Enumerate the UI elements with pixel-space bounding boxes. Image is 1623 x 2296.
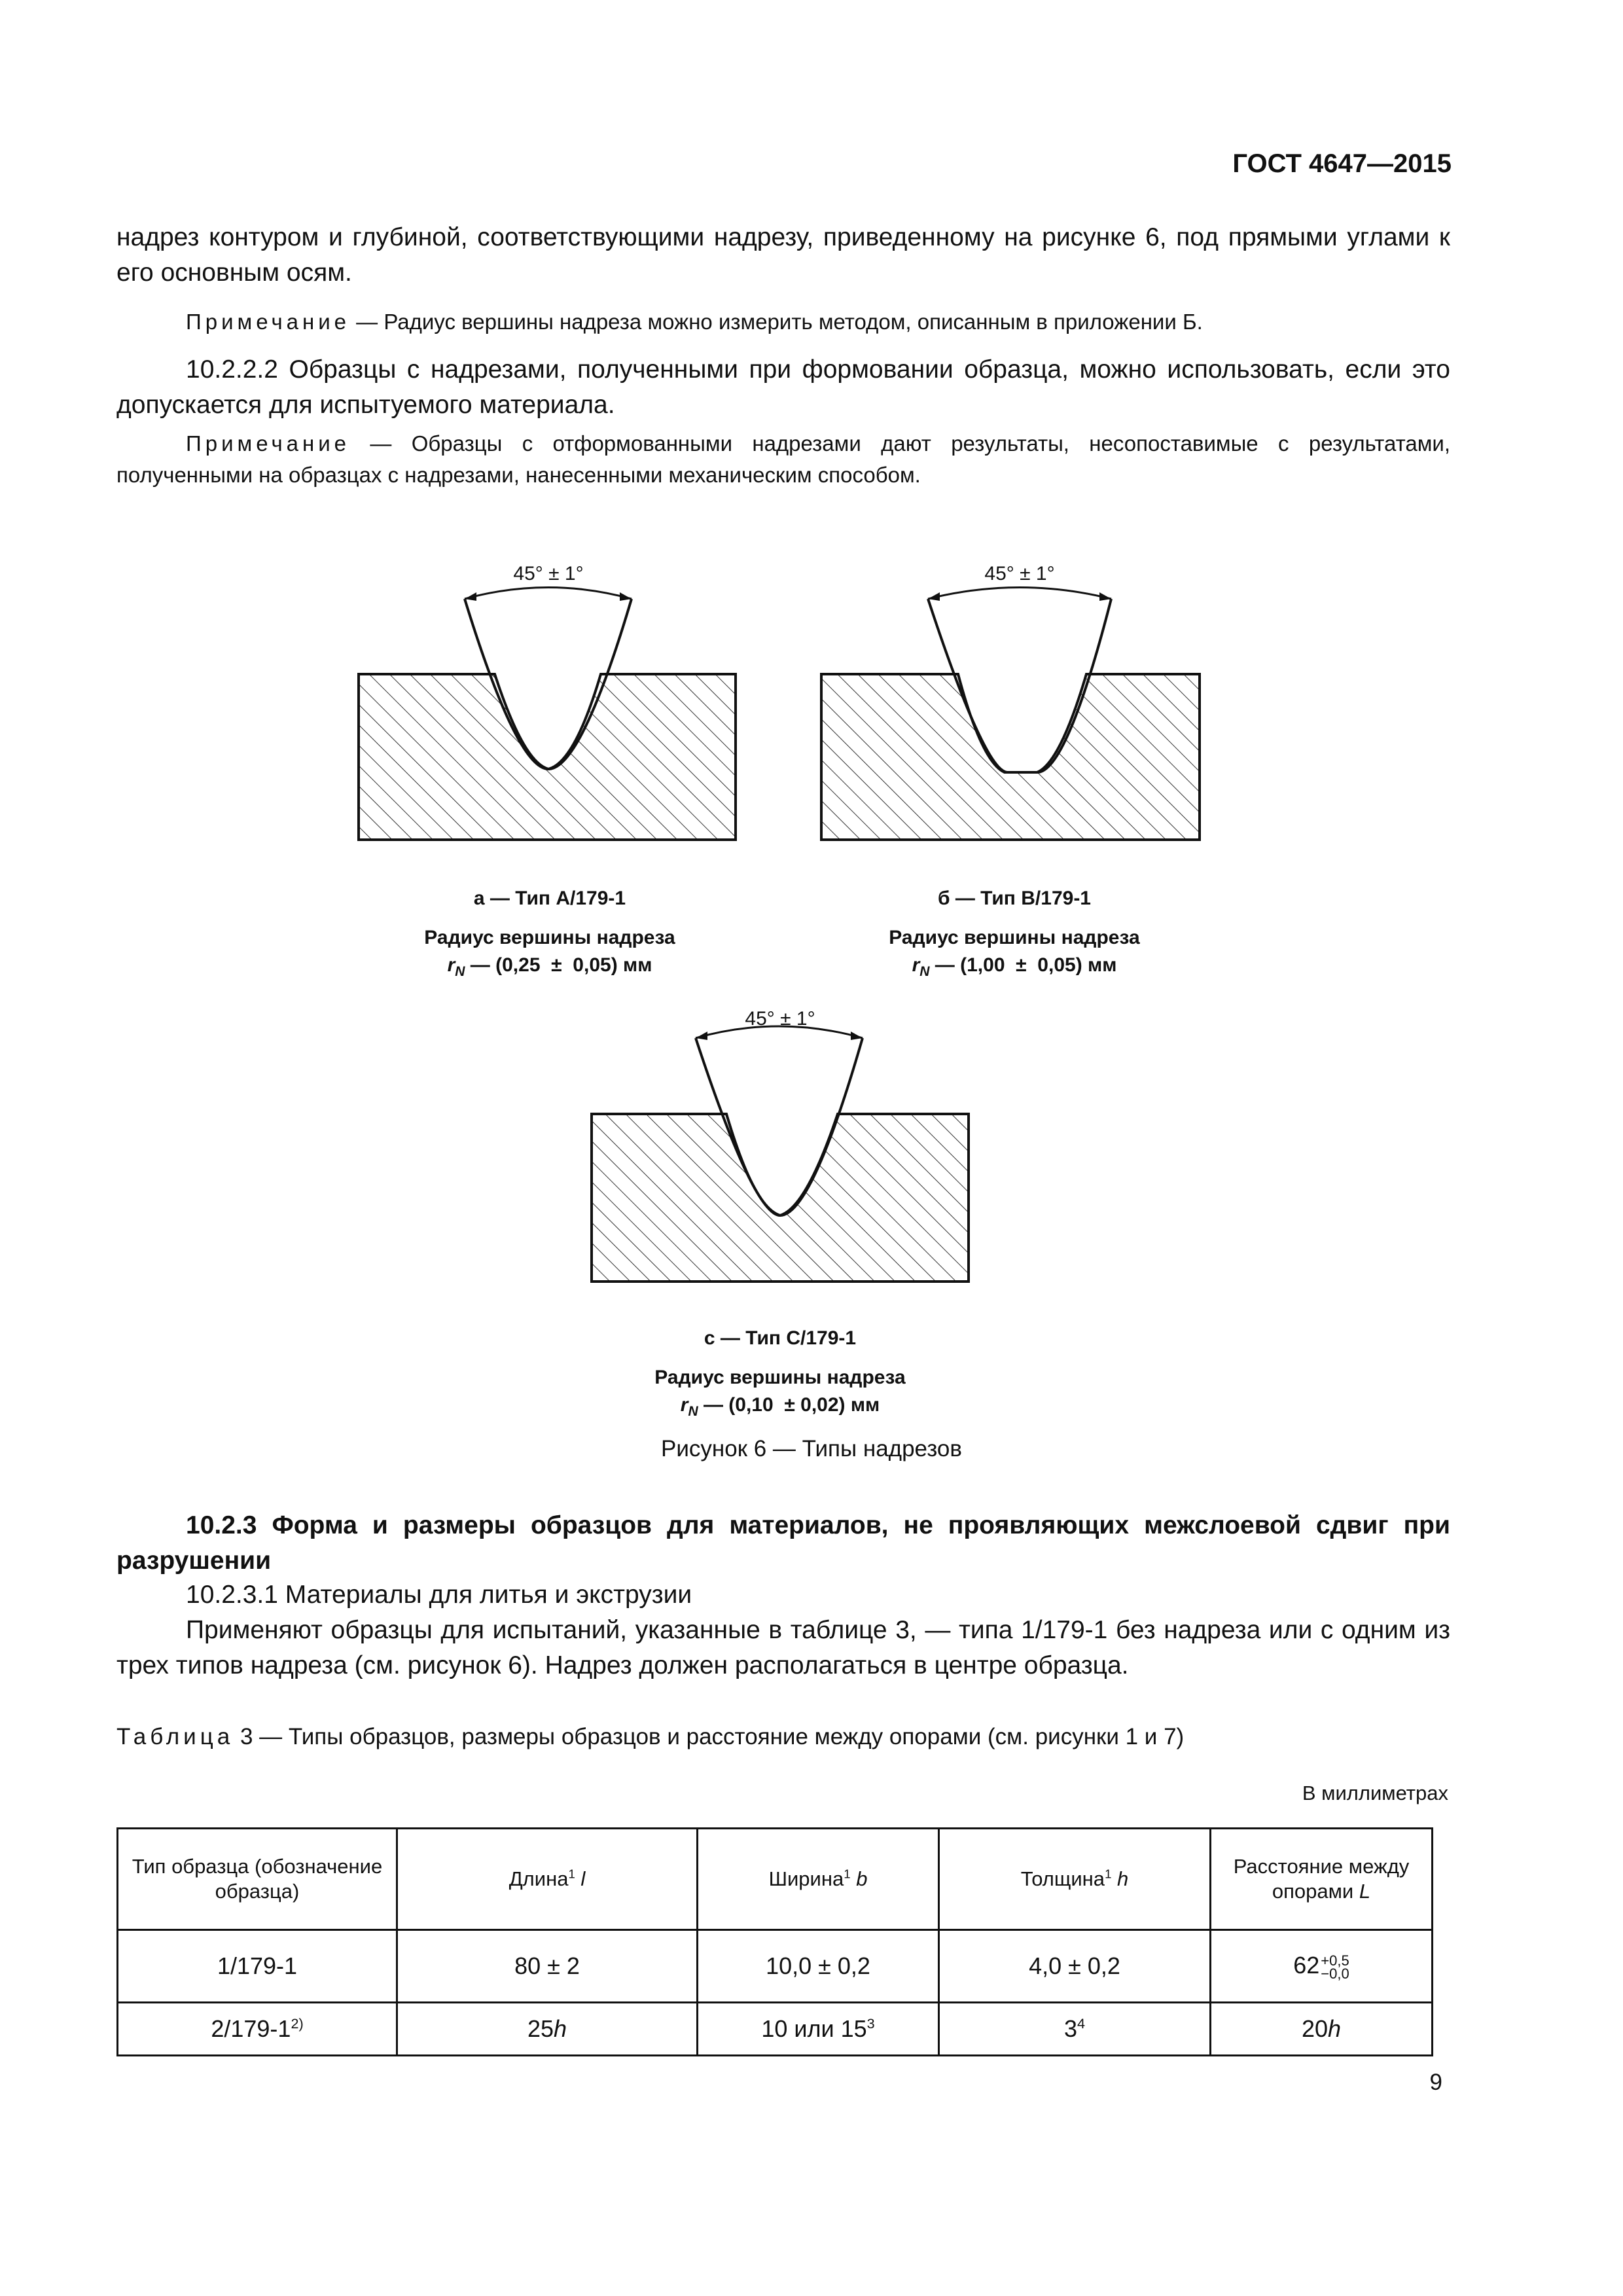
note-1: [116, 306, 1450, 338]
panel-c-title: с — Тип С/179-1: [704, 1327, 857, 1349]
panel-b-caption: [857, 885, 1171, 986]
panel-b-radius-value: — (1,00 ± 0,05) мм: [929, 954, 1117, 976]
table-label: Таблица: [116, 1724, 234, 1749]
table-header-row: [118, 1829, 1433, 1930]
table-units: В миллиметрах: [1302, 1782, 1448, 1804]
cell-length: [397, 2003, 698, 2056]
cell-span-symbol: h: [1328, 2015, 1342, 2042]
section-heading-10-2-3: 10.2.3 Форма и размеры образцов для материалов, не проявляющих межслоевой сдвиг при разрушении: [116, 1511, 1450, 1575]
angle-label-a: 45° ± 1°: [513, 563, 584, 584]
panel-a-caption: [393, 885, 707, 986]
header-length-symbol: l: [580, 1867, 586, 1890]
page-number: 9: [1429, 2070, 1442, 2095]
cell-width-sup: 3: [866, 2015, 875, 2032]
header-length-sup: 1: [568, 1867, 575, 1881]
table-title-text: 3 — Типы образцов, размеры образцов и расстояние между опорами (см. рисунки 1 и 7): [234, 1724, 1185, 1749]
note-2-label: Примечание: [186, 431, 351, 456]
panel-c-radius-value: — (0,10 ± 0,02) мм: [698, 1394, 880, 1416]
tolerance-upper: +0,5: [1321, 1952, 1349, 1969]
cell-thickness: [939, 2003, 1211, 2056]
paragraph-specimens: Применяют образцы для испытаний, указанные в таблице 3, — типа 1/179-1 без надреза или с одним из трех типов надреза (см. рисунок 6). Надрез должен располагаться в центре образца.: [116, 1616, 1450, 1679]
cell-thickness-value: 3: [1063, 2015, 1077, 2042]
panel-b-radius-symbol: r: [912, 954, 920, 976]
table-row: [118, 1930, 1433, 2003]
header-length-label: Длина: [508, 1867, 569, 1890]
tolerance-lower: −0,0: [1321, 1965, 1349, 1982]
table-row: [118, 2003, 1433, 2056]
panel-a-radius-value: — (0,25 ± 0,05) мм: [465, 954, 652, 976]
cell-width: 10,0 ± 0,2: [698, 1930, 939, 2003]
cell-width: [698, 2003, 939, 2056]
cell-type: [118, 2003, 397, 2056]
paragraph-10-2-2-2: 10.2.2.2 Образцы с надрезами, полученными при формовании образца, можно использовать, если это допускается для испытуемого материала.: [116, 355, 1450, 419]
note-1-label: Примечание: [186, 310, 351, 334]
header-length: [397, 1829, 698, 1930]
header-width-symbol: b: [856, 1867, 868, 1890]
cell-span: [1211, 1930, 1433, 2003]
cell-type-value: 2/179-1: [211, 2015, 291, 2042]
table-3: [116, 1827, 1433, 2056]
cell-span-value: 20: [1301, 2015, 1328, 2042]
angle-label-b: 45° ± 1°: [984, 563, 1055, 584]
cell-length-value: 25: [527, 2015, 554, 2042]
header-thickness: [939, 1829, 1211, 1930]
panel-b-radius-sub: N: [919, 964, 930, 979]
panel-c-caption: [623, 1325, 937, 1426]
subsection-10-2-3-1: 10.2.3.1 Материалы для литья и экструзии: [186, 1581, 692, 1609]
cell-thickness: 4,0 ± 0,2: [939, 1930, 1211, 2003]
header-span: [1211, 1829, 1433, 1930]
cell-width-value: 10 или 15: [761, 2015, 867, 2042]
header-width: [698, 1829, 939, 1930]
header-width-sup: 1: [844, 1867, 851, 1881]
note-1-text: — Радиус вершины надреза можно измерить методом, описанным в приложении Б.: [350, 310, 1203, 334]
panel-c-radius-sub: N: [688, 1404, 698, 1419]
panel-a-radius-label: Радиус вершины надреза: [424, 927, 675, 948]
notch-type-b-drawing: [821, 588, 1200, 840]
panel-c-radius-label: Радиус вершины надреза: [654, 1367, 906, 1388]
notch-type-a-drawing: [359, 588, 736, 840]
table-3-title: [116, 1724, 1450, 1750]
figure-title: Рисунок 6 — Типы надрезов: [661, 1436, 962, 1462]
notch-type-c-drawing: [592, 1026, 969, 1282]
header-thickness-sup: 1: [1105, 1867, 1112, 1881]
cell-span-value: 62: [1293, 1952, 1320, 1979]
header-width-label: Ширина: [768, 1867, 844, 1890]
header-type: Тип образца (обозначение образца): [118, 1829, 397, 1930]
cell-span-tolerance: [1321, 1954, 1349, 1981]
cell-length: 80 ± 2: [397, 1930, 698, 2003]
figure-6-notch-types: [0, 537, 1623, 1440]
panel-b-radius-label: Радиус вершины надреза: [889, 927, 1140, 948]
cell-length-symbol: h: [554, 2015, 567, 2042]
header-thickness-label: Толщина: [1020, 1867, 1105, 1890]
panel-a-radius-symbol: r: [447, 954, 455, 976]
panel-b-title: б — Тип B/179-1: [937, 888, 1091, 909]
header-span-symbol: L: [1359, 1880, 1371, 1903]
note-2: [116, 428, 1450, 491]
paragraph-notch-contour: надрез контуром и глубиной, соответствующими надрезу, приведенному на рисунке 6, под прямыми углами к его основным осям.: [116, 223, 1450, 287]
note-2-text: — Образцы с отформованными надрезами дают результаты, несопоставимые с результатами, полученными на образцах с надрезами, нанесенными механическим способом.: [116, 431, 1450, 487]
cell-type: 1/179-1: [118, 1930, 397, 2003]
angle-label-c: 45° ± 1°: [745, 1008, 815, 1030]
header-thickness-symbol: h: [1117, 1867, 1129, 1890]
cell-thickness-sup: 4: [1077, 2015, 1086, 2032]
header-span-label: Расстояние между опорами: [1233, 1855, 1410, 1903]
cell-span: [1211, 2003, 1433, 2056]
panel-c-radius-symbol: r: [680, 1394, 688, 1416]
standard-number: ГОСТ 4647—2015: [1232, 149, 1452, 178]
panel-a-title: а — Тип А/179-1: [473, 888, 626, 909]
panel-a-radius-sub: N: [455, 964, 465, 979]
cell-type-sup: 2): [291, 2015, 304, 2032]
